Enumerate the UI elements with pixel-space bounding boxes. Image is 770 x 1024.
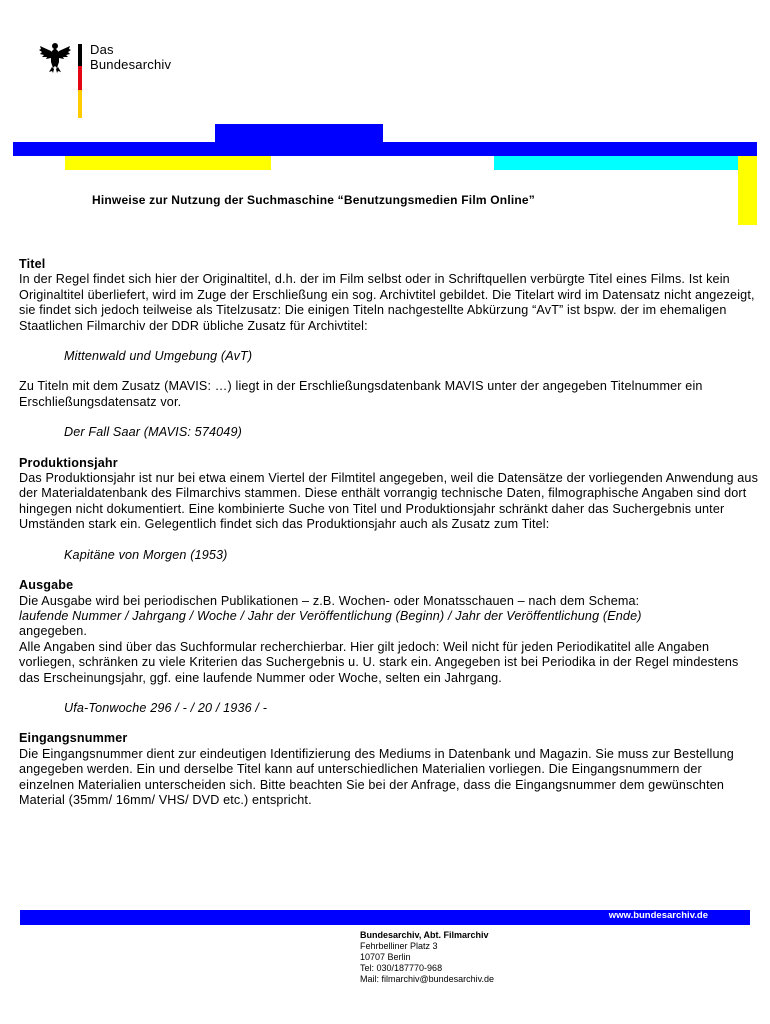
- eingangsnummer-paragraph-1: Die Eingangsnummer dient zur eindeutigen Identifizierung des Mediums in Datenbank und Magazin. Sie muss zur Bestellung angegeben werden. Ein und derselbe Titel kann auf unterschiedlichen Materialien vorliegen. Die Eingangsnummern der einzelnen Materialien unterscheiden sich. Bitte beachten Sie bei der Anfrage, dass die Eingangsnummer dem gewünschten Material (35mm/ 16mm/ VHS/ DVD etc.) entspricht.: [19, 746, 734, 807]
- spacer: [19, 533, 759, 548]
- heading-ausgabe: Ausgabe: [19, 578, 74, 593]
- produktionsjahr-example-1: Kapitäne von Morgen (1953): [64, 547, 228, 562]
- spacer: [19, 686, 759, 701]
- footer-website-link[interactable]: www.bundesarchiv.de: [608, 910, 708, 921]
- flag-stripe-gold: [78, 90, 82, 118]
- eagle-icon: [38, 40, 72, 74]
- logo-wordmark: [90, 42, 171, 72]
- ausgabe-example-1: Ufa-Tonwoche 296 / - / 20 / 1936 / -: [64, 700, 268, 715]
- ausgabe-paragraph-1-end: angegeben.: [19, 624, 88, 639]
- logo-line-1: Das: [90, 42, 114, 57]
- titel-paragraph-1: In der Regel findet sich hier der Originaltitel, d.h. der im Film selbst oder in Schriftquellen verbürgte Titel eines Films. Ist kein Originaltitel überliefert, wird im Zuge der Erschließung ein sog. Archivtitel gebildet. Die Titelart wird im Datensatz nicht angezeigt, sie findet sich jedoch teilweise als Titelzusatz: Die einigen Titeln nachgestellte Abkürzung “AvT” ist bspw. der im ehemaligen Staatlichen Filmarchiv der DDR übliche Zusatz für Archivtitel:: [19, 272, 755, 333]
- header-bar-blue-top: [215, 124, 383, 142]
- flag-stripe-black: [78, 44, 82, 66]
- header-bar-cyan-right: [494, 156, 738, 170]
- ausgabe-paragraph-1: Die Ausgabe wird bei periodischen Publikationen – z.B. Wochen- oder Monatsschauen – nach dem Schema:: [19, 593, 640, 608]
- spacer: [19, 410, 759, 425]
- document-body: [19, 257, 759, 808]
- header-bar-yellow-left: [65, 156, 271, 170]
- ausgabe-paragraph-2: Alle Angaben sind über das Suchformular recherchierbar. Hier gilt jedoch: Weil nicht für jeden Periodikatitel alle Angaben vorliegen, schränken zu viele Kriterien das Suchergebnis u. U. stark ein. Angegeben ist bei Periodika in der Regel mindestens das Erscheinungsjahr, ggf. eine laufende Nummer oder Woche, selten ein Jahrgang.: [19, 639, 739, 685]
- heading-titel: Titel: [19, 257, 46, 271]
- flag-stripe-red: [78, 66, 82, 90]
- heading-eingangsnummer: Eingangsnummer: [19, 731, 128, 746]
- titel-example-1: Mittenwald und Umgebung (AvT): [64, 349, 253, 364]
- spacer: [19, 334, 759, 349]
- footer-bar-cyan: [270, 910, 370, 925]
- titel-example-2: Der Fall Saar (MAVIS: 574049): [64, 425, 242, 440]
- titel-paragraph-2: Zu Titeln mit dem Zusatz (MAVIS: …) liegt in der Erschließungsdatenbank MAVIS unter der angegeben Titelnummer ein Erschließungsdatensatz vor.: [19, 379, 703, 409]
- footer-mail[interactable]: Mail: filmarchiv@bundesarchiv.de: [360, 974, 495, 984]
- produktionsjahr-paragraph-1: Das Produktionsjahr ist nur bei etwa einem Viertel der Filmtitel angegeben, weil die Datensätze der vorliegenden Anwendung aus der Materialdatenbank des Filmarchivs stammen. Diese enthält vorrangig technische Daten, filmographische Angaben sind dort hingegen nicht dokumentiert. Eine kombinierte Suche von Titel und Produktionsjahr schränkt daher das Suchergebnis unter Umständen stark ein. Gelegentlich findet sich das Produktionsjahr auch als Zusatz zum Titel:: [19, 471, 759, 532]
- spacer: [19, 441, 759, 456]
- footer-street: Fehrbelliner Platz 3: [360, 941, 438, 951]
- ausgabe-schema: laufende Nummer / Jahrgang / Woche / Jahr der Veröffentlichung (Beginn) / Jahr der Veröffentlichung (Ende): [19, 608, 642, 623]
- footer-city: 10707 Berlin: [360, 952, 411, 962]
- spacer: [19, 364, 759, 379]
- page-title: Hinweise zur Nutzung der Suchmaschine “Benutzungsmedien Film Online”: [92, 193, 535, 207]
- header-bar-yellow-right: [738, 156, 757, 225]
- heading-produktionsjahr: Produktionsjahr: [19, 455, 118, 470]
- footer-address: [360, 930, 494, 985]
- spacer: [19, 563, 759, 578]
- footer-org: Bundesarchiv, Abt. Filmarchiv: [360, 930, 489, 940]
- footer-tel: Tel: 030/187770-968: [360, 963, 443, 973]
- spacer: [19, 716, 759, 731]
- logo-line-2: Bundesarchiv: [90, 57, 172, 72]
- header-bar-blue-main: [13, 142, 757, 156]
